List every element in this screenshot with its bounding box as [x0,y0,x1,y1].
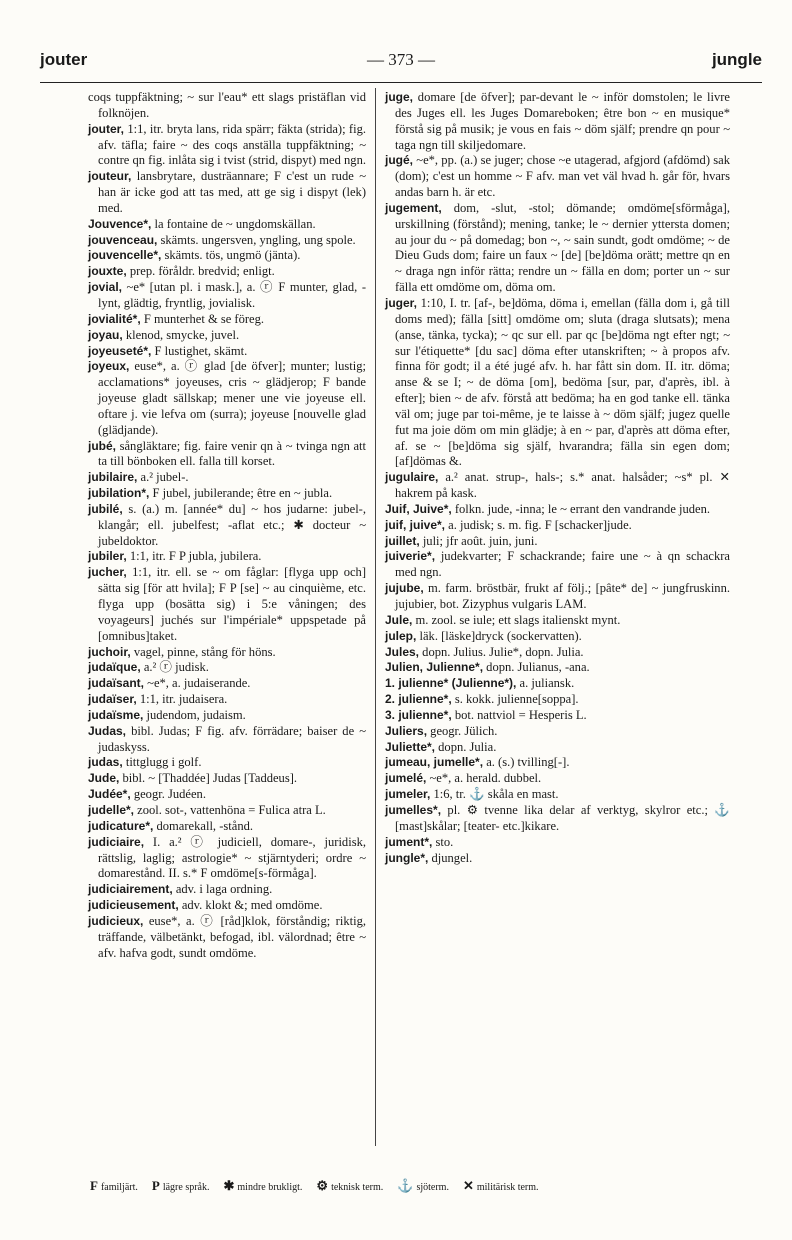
entry-headword: jumelé, [385,771,427,786]
legend-symbol: ⚙ [316,1178,329,1193]
dictionary-entry [88,914,366,962]
header-rule [40,82,762,83]
entry-headword: jument*, [385,834,433,849]
dictionary-entry [385,153,730,201]
entry-definition: 1:1, itr. ell. se ~ om fåglar: [flyga upp och] sätta sig [för att hvila]; F P [se] ~ au cinquième, etc. flyga upp (bosätta sig) i 5:e våningen; des voyageurs] juchés sur l'impériale* uppspetade på [omnibus]taket. [98,565,367,643]
entry-definition: djungel. [431,850,473,865]
dictionary-entry [88,835,366,883]
dictionary-entry [88,280,366,312]
page-number: — 373 — [367,50,435,69]
entry-headword: jubé, [88,438,117,453]
entry-headword: Juliers, [385,723,428,738]
entry-headword: jovial, [88,280,123,295]
entry-definition: m. farm. bröstbär, frukt af följ.; [pâte* de] ~ jungfruskinn. jujubier, bot. Zizyphus vulgaris LAM. [395,581,730,611]
entry-definition: coqs tuppfäktning; ~ sur l'eau* ett slags pristäflan vid folknöjen. [88,90,366,120]
entry-headword: jugulaire, [385,470,439,485]
entry-headword: Jules, [385,644,420,659]
entry-definition: 1:1, itr. F P jubla, jubilera. [129,549,262,564]
page-header [40,44,762,76]
entry-definition: läk. [läske]dryck (sockervatten). [419,628,582,643]
legend-label: lägre språk. [162,1182,210,1193]
entry-definition: a. (s.) tvilling[-]. [486,755,570,770]
entry-definition: tittglugg i golf. [125,755,202,770]
entry-headword: jouvencelle*, [88,248,162,263]
dictionary-entry [385,296,730,470]
entry-headword: juiverie*, [385,549,436,564]
entry-definition: sångläktare; fig. faire venir qn à ~ tvinga ngn att ta till bönboken ell. falla till korset. [98,438,366,469]
entry-definition: skämts. tös, ungmö (jänta). [164,248,301,263]
entry-headword: judaïser, [88,692,137,707]
entry-definition: adv. i laga ordning. [175,882,273,897]
column-divider [375,88,376,1146]
dictionary-entry [88,645,366,661]
entry-headword: juillet, [385,533,420,548]
entry-headword: julep, [385,628,417,643]
entry-headword: 2. julienne*, [385,692,452,707]
entry-headword: jugé, [385,153,414,168]
dictionary-entry [385,803,730,835]
entry-definition: bibl. Judas; F fig. afv. förrädare; baiser de ~ judaskyss. [98,723,366,754]
entry-definition: domarekall, -stånd. [156,818,254,833]
entry-headword: judaïsme, [88,707,144,722]
entry-headword: Juliette*, [385,739,436,754]
dictionary-entry [385,629,730,645]
entry-headword: judiciairement, [88,882,173,897]
dictionary-entry [88,344,366,360]
entry-definition: dopn. Julius. Julie*, dopn. Julia. [422,644,584,659]
entry-headword: joyeuseté*, [88,343,152,358]
entry-headword: 1. julienne* (Julienne*), [385,676,517,691]
dictionary-entry [385,692,730,708]
legend-label: familjärt. [100,1182,138,1193]
legend-symbol: F [90,1178,98,1193]
dictionary-entry [385,90,730,153]
dictionary-entry [88,708,366,724]
legend-item [316,1178,383,1194]
entry-headword: 3. julienne*, [385,707,452,722]
dictionary-entry [385,755,730,771]
entry-headword: jubilation*, [88,486,150,501]
entry-definition: bibl. ~ [Thaddée] Judas [Taddeus]. [122,771,298,786]
entry-definition: ~e*, pp. (a.) se juger; chose ~e utagerad, afgjord (afdömd) sak (dom); c'est un homme ~ F afv. man vet väl hvad h. går för, hvars andas barn h. är etc. [395,153,730,200]
entry-definition: adv. klokt &; med omdöme. [181,898,323,913]
entry-headword: judiciaire, [88,834,145,849]
legend-item [224,1178,303,1194]
dictionary-entry [88,787,366,803]
entry-headword: judicieusement, [88,898,179,913]
entry-definition: ~e*, a. herald. dubbel. [429,771,542,786]
entry-headword: joyau, [88,327,123,342]
entry-definition: pl. ⚙ tvenne lika delar af verktyg, skylror etc.; ⚓ [mast]skålar; [teater- etc.]kikare. [395,802,730,833]
legend-symbol: P [151,1178,160,1193]
header-left-headword: jouter [40,50,88,69]
entry-headword: juge, [385,90,414,104]
entry-definition: euse*, a. ⓡ glad [de öfver]; munter; lustig; acclamations* joyeuses, cris ~ glädjerop; F bande joyeuse gladt sällskap; mener une vie joyeuse ell. oftare j. vie lefva om (surra); joyeuse [nouvelle glad (glädjande). [98,359,366,437]
entry-headword: judicature*, [88,818,154,833]
entry-definition: geogr. Judéen. [133,787,206,802]
entry-headword: judaïsant, [88,676,145,691]
entry-definition: judendom, judaism. [146,707,246,722]
dictionary-entry [385,645,730,661]
dictionary-entry [88,470,366,486]
entry-definition: s. (a.) m. [année* du] ~ hos judarne: jubel-, klangår; ell. jubelfest; -aflat etc.; ✱ docteur ~ jubeldoktor. [98,501,366,548]
entry-definition: F lustighet, skämt. [154,343,248,358]
entry-definition: m. zool. se iule; ett slags italienskt mynt. [415,612,621,627]
legend-item [90,1178,138,1194]
entry-headword: jouter, [88,121,125,136]
entry-definition: ~e*, a. judaiserande. [147,676,251,691]
entry-headword: jubilaire, [88,470,138,485]
entry-headword: joyeux, [88,359,130,374]
entry-definition: s. kokk. julienne[soppa]. [454,692,579,707]
entry-definition: a.² ⓡ judisk. [143,660,209,675]
dictionary-entry [88,486,366,502]
header-right-headword: jungle [711,50,762,69]
entry-headword: jungle*, [385,850,429,865]
entry-definition: bot. nattviol = Hesperis L. [454,707,587,722]
entry-headword: judaïque, [88,660,141,675]
dictionary-entry [385,534,730,550]
dictionary-entry [385,740,730,756]
dictionary-entry [88,819,366,835]
entry-definition: F jubel, jubilerande; être en ~ jubla. [152,486,333,501]
entry-definition: la fontaine de ~ ungdomskällan. [154,216,316,231]
entry-headword: judicieux, [88,913,144,928]
dictionary-entry [385,613,730,629]
entry-headword: Juif, Juive*, [385,501,452,516]
dictionary-entry [88,312,366,328]
dictionary-entry [88,803,366,819]
dictionary-entry [385,787,730,803]
dictionary-entry [385,518,730,534]
entry-definition: vagel, pinne, stång för höns. [133,644,276,659]
entry-headword: jucher, [88,565,127,580]
dictionary-entry [88,549,366,565]
entry-definition: ~e* [utan pl. i mask.], a. ⓡ F munter, glad, -lynt, glädtig, fryntlig, jovialisk. [98,280,367,310]
dictionary-entry [385,724,730,740]
entry-definition: F munterhet & se föreg. [143,311,265,326]
dictionary-entry [88,359,366,438]
dictionary-entry [385,581,730,613]
legend-item [152,1178,210,1194]
dictionary-entry [88,90,366,122]
entry-definition: 1:6, tr. ⚓ skåla en mast. [433,787,559,802]
right-column [385,90,730,866]
dictionary-entry [385,676,730,692]
legend-item [463,1178,539,1194]
dictionary-entry [88,724,366,756]
dictionary-entry [88,660,366,676]
entry-headword: juif, juive*, [385,517,446,532]
dictionary-entry [385,708,730,724]
entry-definition: dopn. Julia. [438,739,497,754]
entry-headword: Jouvence*, [88,216,152,231]
dictionary-entry [88,565,366,644]
dictionary-entry [88,898,366,914]
dictionary-entry [88,328,366,344]
legend-label: militärisk term. [476,1182,539,1193]
entry-headword: jubilé, [88,501,123,516]
dictionary-entry [385,502,730,518]
entry-definition: klenod, smycke, juvel. [125,327,240,342]
dictionary-entry [88,122,366,170]
entry-headword: Judas, [88,723,127,738]
entry-headword: Jude, [88,771,120,786]
legend-item [397,1178,449,1194]
dictionary-entry [385,470,730,502]
dictionary-entry [88,882,366,898]
entry-definition: a.² anat. strup-, hals-; s.* anat. halsåder; ~s* pl. ✕ hakrem på kask. [395,470,731,501]
legend-symbol: ✱ [223,1178,235,1193]
dictionary-entry [385,771,730,787]
entry-headword: juger, [385,295,418,310]
left-column [88,90,366,961]
dictionary-entry [385,835,730,851]
dictionary-entry [385,851,730,867]
entry-definition: lansbrytare, dusträannare; F c'est un rude ~ han är icke god att tas med, att ge sig i dispyt (lek) med. [98,169,366,215]
entry-definition: juli; jfr août. juin, juni. [422,533,538,548]
entry-headword: jumelles*, [385,802,442,817]
entry-headword: juchoir, [88,644,131,659]
legend-symbol: ⚓ [397,1178,414,1193]
legend-label: mindre brukligt. [237,1182,303,1193]
entry-headword: jumeler, [385,787,431,802]
dictionary-entry [88,217,366,233]
dictionary-entry [88,439,366,471]
dictionary-entry [88,502,366,550]
entry-headword: Judée*, [88,787,131,802]
entry-headword: jovialité*, [88,311,141,326]
entry-definition: skämts. ungersven, yngling, ung spole. [160,232,356,247]
dictionary-entry [88,264,366,280]
abbreviation-legend [90,1178,750,1194]
entry-headword: jouvenceau, [88,232,158,247]
entry-headword: jugement, [385,200,442,215]
dictionary-entry [88,676,366,692]
dictionary-entry [385,660,730,676]
entry-headword: jouxte, [88,264,127,279]
entry-headword: Jule, [385,612,413,627]
entry-headword: jubiler, [88,549,127,564]
legend-label: sjöterm. [416,1182,449,1193]
entry-headword: jouteur, [88,169,132,184]
dictionary-entry [88,755,366,771]
entry-headword: jujube, [385,581,424,596]
entry-headword: Julien, Julienne*, [385,660,484,675]
entry-definition: a. juliansk. [519,676,575,691]
entry-definition: dom, -slut, -stol; dömande; omdöme[sförmåga], urskillning (förstånd); mening, tanke; le ~ dernier yttersta domen; au jour du ~ på domedag; bon ~, ~ sain sundt, godt omdöme; ~ de Dieu Guds dom; faire un faux ~ [de] [be]döma orätt; mettre qn en ~ draga ngn inför rätta; rendre un ~ fälla en dom; porter un ~ sur fälla ett omdöme om, döma om. [395,200,730,295]
entry-headword: judas, [88,755,123,770]
entry-definition: folkn. jude, -inna; le ~ errant den vandrande juden. [454,501,711,516]
entry-definition: I. a.² ⓡ judiciell, domare-, juridisk, rättslig, laglig; astrologie* ~ stjärntyderi; ordre ~ domarestånd. II. s.* F omdöme[s-förmåga]. [98,834,366,881]
dictionary-entry [385,549,730,581]
dictionary-entry [88,771,366,787]
dictionary-entry [88,233,366,249]
entry-definition: a.² jubel-. [140,470,189,485]
entry-definition: 1:1, itr. judaisera. [139,692,228,707]
entry-headword: judelle*, [88,802,135,817]
entry-definition: 1:1, itr. bryta lans, rida spärr; fäkta (strida); fig. afv. täfla; faire ~ des coqs anställa tuppfäktning; ~ contre qn fig. inlåta sig i tvist (strid, dispyt) med ngn. [98,121,366,168]
legend-label: teknisk term. [331,1182,384,1193]
entry-definition: domare [de öfver]; par-devant le ~ inför domstolen; le livre des Juges ell. les Juges Domareboken; être bon ~ en musique* förstå sig på musik; je vous en fais ~ döm själf; prendre qn pour ~ taga ngn till skiljedomare. [395,90,730,152]
dictionary-entry [385,201,730,296]
entry-definition: geogr. Jülich. [430,723,498,738]
legend-symbol: ✕ [462,1178,474,1193]
entry-definition: zool. sot-, vattenhöna = Fulica atra L. [137,802,326,817]
entry-headword: jumeau, jumelle*, [385,755,484,770]
entry-definition: a. judisk; s. m. fig. F [schacker]jude. [448,517,632,532]
dictionary-entry [88,248,366,264]
entry-definition: euse*, a. ⓡ [råd]klok, förståndig; riktig, träffande, välbetänkt, befogad, ibl. välordnad; être ~ afv. hafva godt, sundt omdöme. [98,913,367,960]
dictionary-entry [88,169,366,217]
dictionary-entry [88,692,366,708]
entry-definition: prep. föråldr. bredvid; enligt. [129,264,275,279]
entry-definition: dopn. Julianus, -ana. [486,660,590,675]
entry-definition: judekvarter; F schackrande; faire une ~ à qn schackra med ngn. [395,549,730,580]
entry-definition: 1:10, I. tr. [af-, be]döma, döma i, emellan (fälla dom i, gå till doms med); fälla [sitt] omdöme om; sluta (draga slutsats); mena (anse, tänka, tycka); ~ qc sur ell. par qc [be]döma ngt efter ngt; ~ sur l'étiquette* [du sac] döma efter utanskriften; ~ à propos afv. finna för godt; il a été jugé afv. h. har fått sin dom. II. itr. döma; anse & se I; ~ de döma [om], bedöma [sur, par, d'après, ibl. à efter]; bien ~ de afv. förstå att bedöma; ha en god tanke ell. tänka väl om; juge par toi-même, je te laisse à ~ döm själf; jugez quelle fut ma joie döm om min glädje; à en ~ par, d'après att döma efter, af. se ~ [be]döma sig själf, hvarandra; fälla sin egen dom; [af]dömas &. [395,295,730,469]
entry-definition: sto. [435,834,454,849]
